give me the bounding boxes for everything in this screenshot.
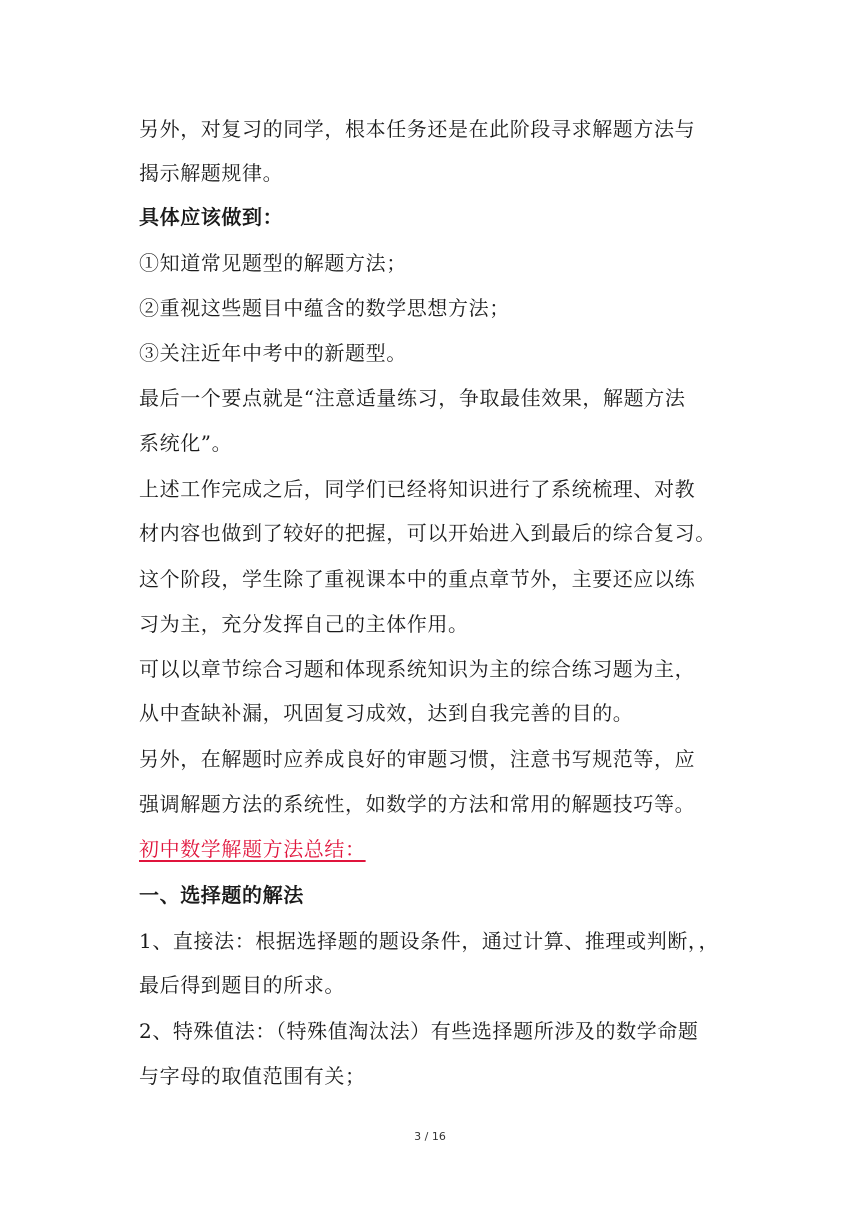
paragraph-line: 可以以章节综合习题和体现系统知识为主的综合练习题为主，: [139, 657, 696, 681]
paragraph-line: 最后得到题目的所求。: [139, 973, 345, 997]
list-item: ③关注近年中考中的新题型。: [139, 341, 407, 365]
section-heading: 一、选择题的解法: [139, 883, 304, 907]
paragraph-line: 最后一个要点就是“注意适量练习，争取最佳效果，解题方法: [139, 386, 686, 410]
highlighted-heading: 初中数学解题方法总结：: [139, 837, 366, 861]
paragraph-line: 另外，对复习的同学，根本任务还是在此阶段寻求解题方法与: [139, 117, 696, 141]
paragraph-line: 习为主，充分发挥自己的主体作用。: [139, 612, 469, 636]
paragraph-line: 强调解题方法的系统性，如数学的方法和常用的解题技巧等。: [139, 792, 696, 816]
paragraph-line: 1、直接法：根据选择题的题设条件，通过计算、推理或判断，，: [139, 929, 720, 953]
paragraph-line: 2、特殊值法：（特殊值淘汰法）有些选择题所涉及的数学命题: [139, 1019, 699, 1043]
paragraph-line: 揭示解题规律。: [139, 161, 284, 185]
list-item: ②重视这些题目中蕴含的数学思想方法；: [139, 296, 510, 320]
paragraph-line: 上述工作完成之后，同学们已经将知识进行了系统梳理、对教: [139, 477, 696, 501]
paragraph-line: 从中查缺补漏，巩固复习成效，达到自我完善的目的。: [139, 701, 634, 725]
section-subheading: 具体应该做到：: [139, 205, 284, 229]
paragraph-line: 材内容也做到了较好的把握，可以开始进入到最后的综合复习。: [139, 521, 716, 545]
paragraph-line: 这个阶段，学生除了重视课本中的重点章节外，主要还应以练: [139, 567, 696, 591]
paragraph-line: 另外，在解题时应养成良好的审题习惯，注意书写规范等，应: [139, 747, 696, 771]
page-number: 3 / 16: [414, 1130, 446, 1143]
list-item: ①知道常见题型的解题方法；: [139, 251, 407, 275]
paragraph-line: 系统化”。: [139, 431, 233, 455]
paragraph-line: 与字母的取值范围有关；: [139, 1064, 366, 1088]
